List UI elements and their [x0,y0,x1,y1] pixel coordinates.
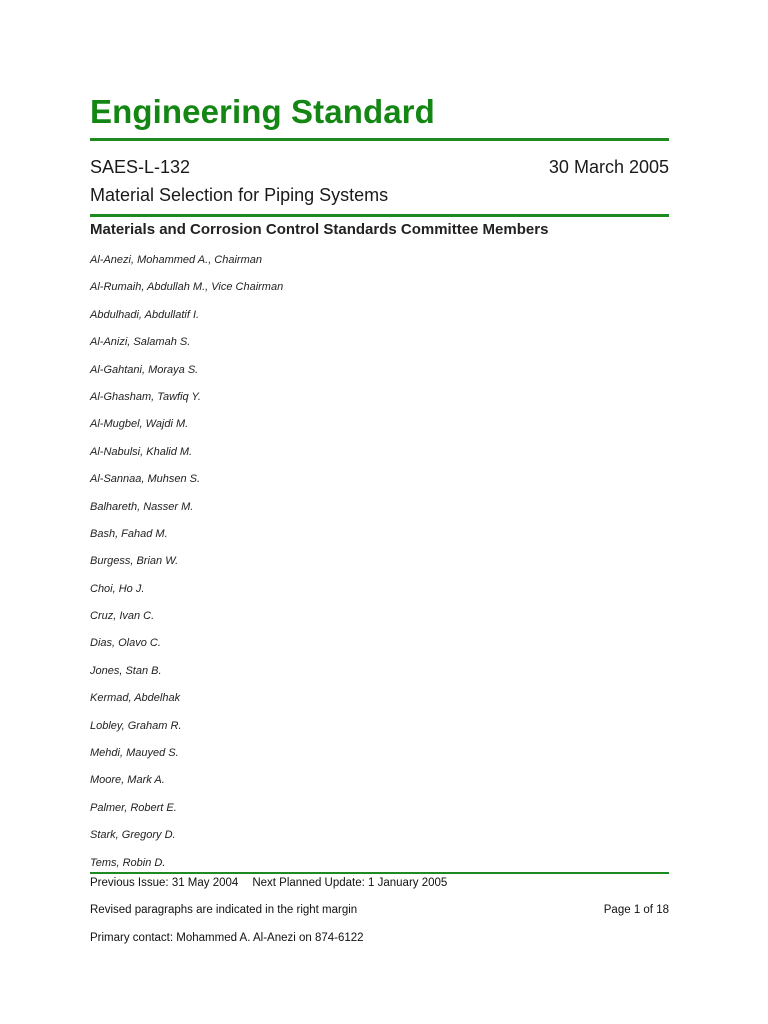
committee-member: Burgess, Brian W. [90,555,179,568]
committee-member: Abdulhadi, Abdullatif I. [90,308,200,321]
committee-member: Bash, Fahad M. [90,527,168,540]
next-planned-update: Next Planned Update: 1 January 2005 [252,877,448,889]
committee-member: Al-Ghasham, Tawfiq Y. [90,390,201,403]
committee-member-list [90,252,283,882]
page-number: Page 1 of 18 [603,904,669,916]
document-type-title: Engineering Standard [90,93,435,130]
committee-member: Cruz, Ivan C. [90,610,155,623]
committee-member: Balhareth, Nasser M. [90,500,194,513]
committee-member: Al-Anezi, Mohammed A., Chairman [90,254,262,266]
committee-member: Mehdi, Mauyed S. [90,747,179,760]
primary-contact: Primary contact: Mohammed A. Al-Anezi on 874-6122 [90,932,364,944]
committee-member: Al-Mugbel, Wajdi M. [90,418,189,431]
committee-member: Al-Anizi, Salamah S. [90,336,191,349]
committee-member: Al-Nabulsi, Khalid M. [90,445,193,458]
committee-member: Stark, Gregory D. [90,829,176,842]
committee-heading: Materials and Corrosion Control Standards Committee Members [90,221,549,238]
header-rule-top [90,138,669,141]
document-date: 30 March 2005 [548,157,669,177]
committee-member: Al-Sannaa, Muhsen S. [90,473,201,486]
committee-member: Palmer, Robert E. [90,801,177,814]
committee-member: Choi, Ho J. [90,582,145,595]
committee-member: Al-Rumaih, Abdullah M., Vice Chairman [90,281,284,294]
revision-note: Revised paragraphs are indicated in the right margin [90,904,358,916]
issue-dates [90,877,447,889]
committee-member: Al-Gahtani, Moraya S. [90,363,199,376]
document-title: Material Selection for Piping Systems [90,185,389,205]
committee-member: Jones, Stan B. [90,664,162,677]
previous-issue: Previous Issue: 31 May 2004 [90,877,239,889]
committee-member: Dias, Olavo C. [90,637,161,650]
committee-member: Kermad, Abdelhak [90,692,181,705]
header-rule-bottom [90,214,669,217]
document-id: SAES-L-132 [90,157,191,177]
footer-rule [90,872,669,874]
document-page [90,0,669,1024]
committee-member: Tems, Robin D. [90,856,166,869]
committee-member: Lobley, Graham R. [90,719,182,732]
committee-member: Moore, Mark A. [90,774,165,787]
